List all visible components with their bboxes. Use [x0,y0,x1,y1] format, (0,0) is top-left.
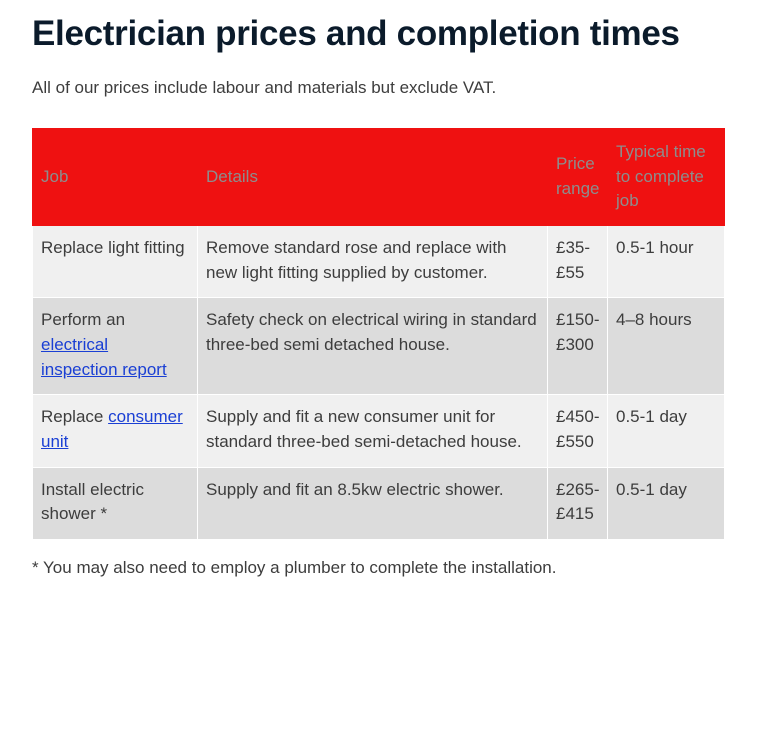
cell-details: Supply and fit an 8.5kw electric shower. [198,467,548,539]
table-row [33,298,725,395]
page-title: Electrician prices and completion times [32,14,680,53]
cell-typical-time: 0.5-1 hour [608,226,725,298]
cell-details: Supply and fit a new consumer unit for standard three-bed semi-detached house. [198,395,548,467]
document-page [0,14,768,580]
column-header-details: Details [198,129,548,226]
column-header-price-range: Price range [548,129,608,226]
table-row [33,395,725,467]
table-header [33,129,725,226]
cell-typical-time: 4–8 hours [608,298,725,395]
table-body [33,226,725,540]
footnote: * You may also need to employ a plumber to complete the installation. [32,557,557,577]
link-consumer-unit[interactable]: consumer unit [41,407,183,451]
cell-details: Remove standard rose and replace with new light fitting supplied by customer. [198,226,548,298]
column-header-typical-time: Typical time to complete job [608,129,725,226]
link-electrical-inspection-report[interactable]: electrical inspection report [41,334,167,379]
table-row [33,467,725,539]
cell-typical-time: 0.5-1 day [608,467,725,539]
job-label-prefix: Perform an [41,310,126,330]
job-label-prefix: Replace [41,407,109,427]
job-label: Install electric shower * [41,479,144,524]
cell-details: Safety check on electrical wiring in standard three-bed semi detached house. [198,298,548,395]
cell-job [33,298,198,395]
job-label: Replace light fitting [41,238,185,258]
cell-price-range: £265-£415 [548,467,608,539]
cell-job [33,226,198,298]
column-header-job: Job [33,129,198,226]
cell-price-range: £450-£550 [548,395,608,467]
cell-price-range: £35-£55 [548,226,608,298]
cell-job [33,395,198,467]
electrician-prices-table [32,128,725,540]
intro-paragraph: All of our prices include labour and materials but exclude VAT. [32,78,497,98]
table-row [33,226,725,298]
cell-typical-time: 0.5-1 day [608,395,725,467]
cell-job [33,467,198,539]
cell-price-range: £150-£300 [548,298,608,395]
table-header-row [33,129,725,226]
